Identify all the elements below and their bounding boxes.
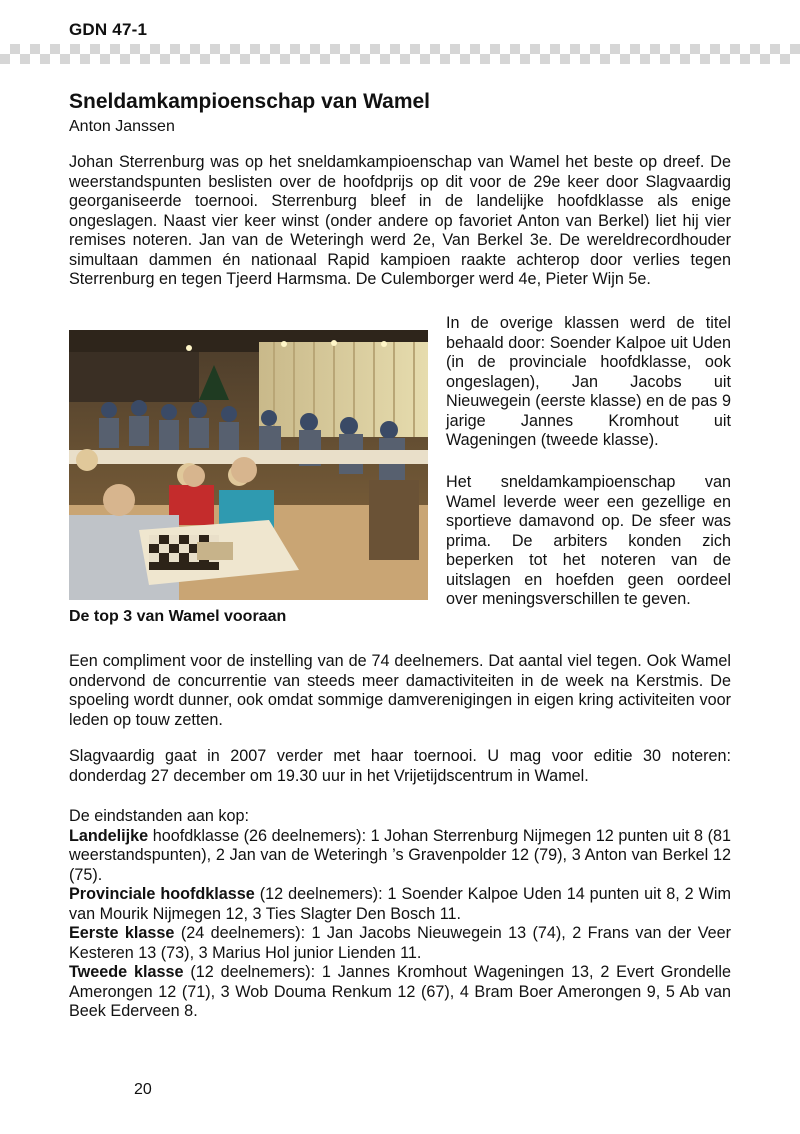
tournament-photo (69, 330, 428, 600)
page-number: 20 (134, 1081, 152, 1098)
class-result: hoofdklasse (26 deelnemers): 1 Johan Sterrenburg Nijmegen 12 punten uit 8 (81 weerstandspunten), 2 Jan van de Weteringh ’s Gravenpolder 12 (79), 3 Anton van Berkel 12 (75). (69, 826, 731, 884)
article-title: Sneldamkampioenschap van Wamel (69, 90, 431, 113)
class-result: (12 deelnemers): 1 Jannes Kromhout Wageningen 13, 2 Evert Grondelle Amerongen 12 (71), 3 Wob Douma Renkum 12 (67), 4 Bram Boer Amerongen 9, 5 Ab van Beek Ederveen 8. (69, 963, 731, 1020)
side-paragraph-atmosphere: Het sneldamkampioenschap van Wamel leverde weer een gezellige en sportieve damavond op. De sfeer was prima. De arbiters konden zich beperken tot het noteren van de uitslagen en hoefden geen oordeel over meningsverschillen te geven. (446, 473, 731, 608)
class-label: Provinciale hoofdklasse (69, 885, 255, 903)
final-standings (69, 807, 731, 1022)
class-result: (24 deelnemers): 1 Jan Jacobs Nieuwegein 13 (74), 2 Frans van der Veer Kesteren 13 (73), 3 Marius Hol junior Lienden 11. (69, 924, 731, 962)
result-landelijke (69, 827, 731, 886)
intro-paragraph: Johan Sterrenburg was op het sneldamkampioenschap van Wamel het beste op dreef. De weerstandspunten beslisten over de hoofdprijs op dit voor de 29e keer door Slagvaardig georganiseerde toernooi. Sterrenburg bleef in de landelijke hoofdklasse als enige ongeslagen. Naast vier keer winst (onder andere op favoriet Anton van Berkel) liet hij vier remises noteren. Jan van de Weteringh werd 2e, Van Berkel 3e. De wereldrecordhouder simultaan dammen én nationaal Rapid kampioen raakte achterop door verlies tegen Sterrenburg en tegen Tjeerd Harmsma. De Culemborger werd 4e, Pieter Wijn 5e. (69, 153, 731, 288)
class-label: Landelijke (69, 826, 149, 845)
class-label: Tweede klasse (69, 963, 184, 981)
checkered-divider (0, 44, 800, 64)
photo-caption: De top 3 van Wamel vooraan (69, 608, 287, 625)
compliment-paragraph: Een compliment voor de instelling van de 74 deelnemers. Dat aantal viel tegen. Ook Wamel ondervond de concurrentie van steeds meer damactiviteiten in de week na Kerstmis. De spoeling wordt dunner, ook omdat sommige damverenigingen in eigen kring activiteiten voor leden op touw zetten. (69, 652, 731, 729)
class-result: (12 deelnemers): 1 Soender Kalpoe Uden 14 punten uit 8, 2 Wim van Mourik Nijmegen 12, 3 Ties Slagter Den Bosch 11. (69, 885, 731, 923)
results-heading: De eindstanden aan kop: (69, 807, 249, 825)
magazine-issue-label: GDN 47-1 (69, 20, 148, 39)
next-edition-paragraph: Slagvaardig gaat in 2007 verder met haar toernooi. U mag voor editie 30 noteren: donderdag 27 december om 19.30 uur in het Vrijetijdscentrum in Wamel. (69, 747, 731, 785)
result-tweede-klasse (69, 963, 731, 1022)
class-label: Eerste klasse (69, 924, 175, 942)
side-paragraph-titles: In de overige klassen werd de titel behaald door: Soender Kalpoe uit Uden (in de provinciale hoofdklasse, ook ongeslagen), Jan Jacobs uit Nieuwegein (eerste klasse) en de pas 9 jarige Jannes Kromhout uit Wageningen (tweede klasse). (446, 314, 731, 449)
result-eerste-klasse (69, 924, 731, 963)
result-provinciale (69, 885, 731, 924)
article-author: Anton Janssen (69, 118, 175, 135)
